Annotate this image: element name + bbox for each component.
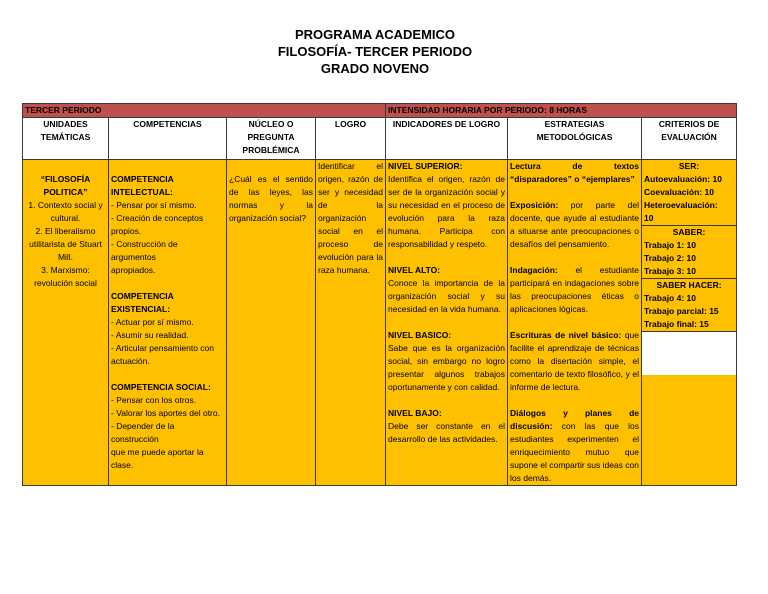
col-header-logro: LOGRO [316,118,386,160]
nucleo-cell [227,160,316,486]
ser-block: SER: Autoevaluación: 10 Coevaluación: 10 Heteroevaluación: 10 [642,160,736,226]
content-row [23,160,737,486]
nucleo-question: ¿Cuál es el sentido de las leyes, las normas y la organización social? [229,174,313,223]
period-label: TERCER PERIODO [23,104,386,118]
criterios-cell [642,160,737,486]
col-header-unidades: UNIDADES TEMÁTICAS [23,118,109,160]
hours-label: INTENSIDAD HORARIA POR PERIODO: 8 HORAS [386,104,737,118]
column-header-row [23,118,737,160]
logro-cell [316,160,386,486]
col-header-competencias: COMPETENCIAS [109,118,227,160]
col-header-criterios: CRITERIOS DE EVALUACIÓN [642,118,737,160]
competencias-cell: COMPETENCIA INTELECTUAL: - Pensar por sí mismo. - Creación de conceptos propios. - Construcción de argumentos apropiados. COMPETENCIA EXISTENCIAL: - Actuar por sí mismo. - Asumir su realidad. - Articular pensamiento con actuación. COMPETENCIA SOCIAL: - Pensar con los otros. - Valorar los aportes del otro. - Depender de la construcción que me puede aportar la clase. [109,160,227,486]
unidades-cell: “FILOSOFÍA POLITICA” 1. Contexto social y cultural. 2. El liberalismo utilitarista de Stuart Mill. 3. Marxismo: revolución social [23,160,109,486]
title-line-3: GRADO NOVENO [320,61,430,76]
col-header-estrategias: ESTRATEGIAS METODOLÓGICAS [508,118,642,160]
empty-white-cell [642,332,736,375]
title-line-1: PROGRAMA ACADEMICO [294,27,456,42]
estrategias-cell: Lectura de textos “disparadores” o “ejemplares” Exposición: por parte del docente, que ayude al estudiante a situarse ante preocupaciones o desafíos del pensamiento. Indagación: el estudiante participará en indagaciones sobre las preocupaciones éticas o aplicaciones lógicas. Escrituras de nivel básico: que facilite el aprendizaje de técnicas como la disertación simple, el comentario de texto filosófico, y el informe de lectura. Diálogos y planes de discusión: con las que los estudiantes experimenten el enriquecimiento mutuo que supone el compartir sus ideas con los demás. [508,160,642,486]
col-header-nucleo: NÚCLEO O PREGUNTA PROBLÉMICA [227,118,316,160]
indicadores-cell: NIVEL SUPERIOR: Identifica el origen, razón de ser de la organización social y su necesidad en el proceso de evolución para la raza humana. Participa con responsabilidad y respeto. NIVEL ALTO: Conoce la importancia de la organización social y su necesidad en la vida humana. NIVEL BASICO: Sabe que es la organización social, sin embargo no logro presentar algunos trabajos oportunamente y con calidad. NIVEL BAJO: Debe ser constante en el desarrollo de las actividades. [386,160,508,486]
period-band-row [23,104,737,118]
logro-text: Identificar el origen, razón de ser y necesidad de la organización social en el proceso de evolución para la raza humana. [318,161,384,275]
title-line-2: FILOSOFÍA- TERCER PERIODO [277,44,473,59]
col-header-indicadores: INDICADORES DE LOGRO [386,118,508,160]
saber-hacer-block: SABER HACER: Trabajo 4: 10 Trabajo parcial: 15 Trabajo final: 15 [642,279,736,332]
document-title [265,27,485,78]
saber-block: SABER: Trabajo 1: 10 Trabajo 2: 10 Trabajo 3: 10 [642,226,736,279]
academic-program-table [22,103,737,486]
